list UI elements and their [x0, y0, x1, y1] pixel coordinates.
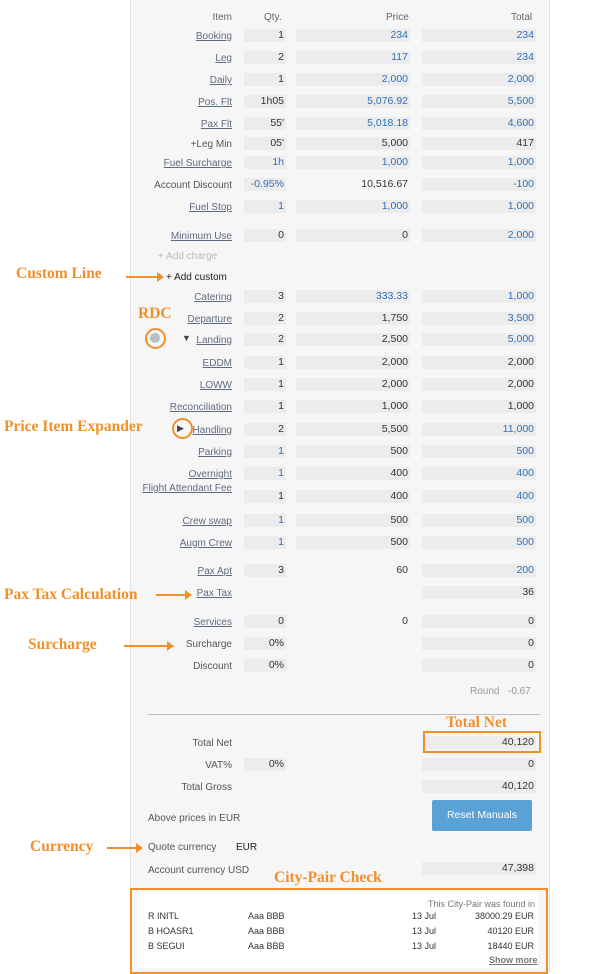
row-label[interactable]: Minimum Use	[170, 231, 232, 242]
row-label[interactable]: Parking	[198, 447, 232, 458]
round-value: -0.67	[508, 686, 531, 697]
reset-manuals-button[interactable]: Reset Manuals	[432, 800, 532, 831]
row-qty[interactable]: 1	[244, 514, 286, 527]
row-qty[interactable]: 1	[244, 536, 286, 549]
row-qty[interactable]: 1h05	[244, 95, 286, 108]
row-price[interactable]: 5,000	[296, 137, 410, 150]
annotation-pax-tax: Pax Tax Calculation	[4, 586, 138, 603]
annotation-city-pair: City-Pair Check	[274, 869, 382, 886]
row-label[interactable]: EDDM	[202, 358, 232, 369]
row-label: Discount	[193, 661, 232, 672]
box-total-net	[423, 731, 541, 753]
row-label[interactable]: Reconciliation	[169, 402, 232, 413]
row-price[interactable]: 1,750	[296, 312, 410, 325]
row-price[interactable]: 400	[296, 467, 410, 480]
annotation-rdc: RDC	[138, 305, 172, 322]
row-total[interactable]: 3,500	[422, 312, 536, 325]
row-price[interactable]: 500	[296, 445, 410, 458]
row-price[interactable]: 0	[402, 615, 408, 627]
row-total[interactable]: 500	[422, 536, 536, 549]
row-total[interactable]: 2,000	[422, 73, 536, 86]
row-qty[interactable]: -0.95%	[244, 178, 286, 191]
annotation-total-net: Total Net	[446, 714, 507, 731]
add-charge-input[interactable]: + Add charge	[158, 251, 218, 262]
annotation-custom-line: Custom Line	[16, 265, 102, 282]
row-label: +Leg Min	[190, 139, 232, 150]
row-total[interactable]: 1,000	[422, 290, 536, 303]
row-price[interactable]: 60	[396, 564, 408, 576]
row-qty[interactable]: 1	[244, 73, 286, 86]
row-total[interactable]: 234	[422, 29, 536, 42]
ring-expander	[172, 418, 193, 439]
row-price[interactable]: 234	[296, 29, 410, 42]
row-label[interactable]: Pax Tax	[196, 588, 232, 599]
row-price[interactable]: 333.33	[296, 290, 410, 303]
row-qty[interactable]: 0%	[244, 637, 286, 650]
row-total[interactable]: 1,000	[422, 200, 536, 213]
row-total[interactable]: 5,500	[422, 95, 536, 108]
row-total[interactable]: 36	[422, 586, 536, 599]
row-qty[interactable]: 3	[244, 290, 286, 303]
header-item: Item	[212, 12, 232, 23]
above-prices-label: Above prices in EUR	[148, 813, 241, 824]
row-total[interactable]: 2,000	[422, 378, 536, 391]
row-label[interactable]: Catering	[194, 292, 232, 303]
row-qty[interactable]: 1	[244, 378, 286, 391]
city-pair-code: Aaa BBB	[248, 926, 285, 936]
row-total[interactable]: 400	[422, 467, 536, 480]
city-pair-name: B HOASR1	[148, 926, 194, 936]
row-label[interactable]: Booking	[195, 31, 232, 42]
row-label[interactable]: Pax Flt	[200, 119, 232, 130]
row-qty[interactable]: 1	[244, 490, 286, 503]
row-price[interactable]: 117	[296, 51, 410, 64]
city-pair-date: 13 Jul	[412, 941, 437, 951]
header-price: Price	[386, 12, 409, 23]
annotation-price-item-expander: Price Item Expander	[4, 418, 143, 435]
header-qty: Qty.	[264, 12, 282, 23]
row-price[interactable]: 5,018.18	[296, 117, 410, 130]
city-pair-name: R INITL	[148, 911, 180, 921]
row-label[interactable]: Flight Attendant Fee	[142, 483, 232, 494]
row-qty[interactable]: 1	[244, 467, 286, 480]
row-label[interactable]: Pos. Flt	[198, 97, 232, 108]
vat-qty[interactable]: 0%	[244, 758, 286, 771]
total-net-label: Total Net	[192, 738, 232, 749]
total-gross-value: 40,120	[422, 780, 536, 793]
row-qty[interactable]: 1h	[244, 156, 286, 169]
city-pair-amount: 38000.29 EUR	[474, 911, 534, 921]
arrow-currency	[107, 847, 137, 849]
quote-currency-label: Quote currency	[148, 842, 217, 853]
row-total[interactable]: 417	[422, 137, 536, 150]
row-label[interactable]: LOWW	[199, 380, 232, 391]
row-label[interactable]: Handling	[192, 425, 232, 436]
box-city-pair	[130, 888, 548, 974]
row-label[interactable]: Pax Apt	[197, 566, 232, 577]
city-pair-code: Aaa BBB	[248, 911, 285, 921]
row-price[interactable]: 1,000	[296, 400, 410, 413]
row-total[interactable]: 4,600	[422, 117, 536, 130]
expand-triangle-icon[interactable]: ▶	[177, 423, 184, 433]
row-total[interactable]: 0	[422, 615, 536, 628]
city-pair-header: This City-Pair was found in	[428, 899, 536, 909]
row-total[interactable]: 500	[422, 514, 536, 527]
row-price[interactable]: 0	[296, 229, 410, 242]
arrow-surcharge	[124, 645, 168, 647]
city-pair-date: 13 Jul	[412, 926, 437, 936]
row-qty[interactable]: 2	[244, 312, 286, 325]
row-label[interactable]: Fuel Surcharge	[163, 158, 232, 169]
row-price[interactable]: 2,000	[296, 378, 410, 391]
row-total[interactable]: 400	[422, 490, 536, 503]
quote-currency-value[interactable]: EUR	[236, 842, 258, 853]
annotation-surcharge: Surcharge	[28, 636, 97, 653]
row-price[interactable]: 1,000	[296, 200, 410, 213]
row-total[interactable]: 5,000	[422, 333, 536, 346]
row-price[interactable]: 400	[296, 490, 410, 503]
row-total[interactable]: 0	[422, 637, 536, 650]
show-more-link[interactable]: Show more	[489, 955, 538, 965]
total-gross-label: Total Gross	[181, 782, 232, 793]
ring-rdc	[145, 328, 166, 349]
city-pair-code: Aaa BBB	[248, 941, 285, 951]
city-pair-amount: 18440 EUR	[487, 941, 534, 951]
row-qty[interactable]: 0	[244, 229, 286, 242]
row-qty[interactable]: 3	[244, 564, 286, 577]
row-qty[interactable]: 1	[244, 29, 286, 42]
row-label: Surcharge	[185, 639, 232, 650]
row-label: Account Discount	[154, 180, 232, 191]
row-label[interactable]: Crew swap	[182, 516, 232, 527]
row-qty[interactable]: 0	[244, 615, 286, 628]
row-price[interactable]: 1,000	[296, 156, 410, 169]
row-total[interactable]: 2,000	[422, 229, 536, 242]
city-pair-name: B SEGUI	[148, 941, 185, 951]
row-price[interactable]: 5,076.92	[296, 95, 410, 108]
row-price[interactable]: 2,000	[296, 356, 410, 369]
row-qty[interactable]: 2	[244, 51, 286, 64]
row-label[interactable]: Augm Crew	[179, 538, 232, 549]
vat-label: VAT%	[205, 760, 232, 771]
row-total[interactable]: 11,000	[422, 423, 536, 436]
row-price[interactable]: 2,000	[296, 73, 410, 86]
row-total[interactable]: 200	[422, 564, 536, 577]
row-price[interactable]: 10,516.67	[361, 178, 408, 190]
row-total[interactable]: 1,000	[422, 156, 536, 169]
row-label[interactable]: Departure	[187, 314, 232, 325]
round-label: Round	[470, 686, 500, 697]
arrow-pax-tax	[156, 594, 186, 596]
row-label[interactable]: Services	[193, 617, 232, 628]
row-qty[interactable]: 1	[244, 356, 286, 369]
row-label[interactable]: Leg	[215, 53, 232, 64]
city-pair-amount: 40120 EUR	[487, 926, 534, 936]
row-price[interactable]: 500	[296, 536, 410, 549]
header-total: Total	[511, 12, 533, 23]
row-qty[interactable]: 0%	[244, 659, 286, 672]
row-qty[interactable]: 05'	[244, 137, 286, 150]
row-total[interactable]: 234	[422, 51, 536, 64]
row-total[interactable]: 2,000	[422, 356, 536, 369]
row-total[interactable]: 0	[422, 659, 536, 672]
row-qty[interactable]: 2	[244, 333, 286, 346]
row-price[interactable]: 5,500	[296, 423, 410, 436]
row-qty[interactable]: 1	[244, 400, 286, 413]
row-price[interactable]: 500	[296, 514, 410, 527]
row-total[interactable]: 1,000	[422, 400, 536, 413]
row-label[interactable]: Daily	[209, 75, 232, 86]
city-pair-date: 13 Jul	[412, 911, 437, 921]
row-label[interactable]: Overnight	[188, 469, 232, 480]
vat-value: 0	[422, 758, 536, 771]
row-qty[interactable]: 55'	[244, 117, 286, 130]
row-total[interactable]: -100	[422, 178, 536, 191]
row-label[interactable]: Fuel Stop	[189, 202, 232, 213]
arrow-custom-line	[126, 276, 158, 278]
row-total[interactable]: 500	[422, 445, 536, 458]
annotation-currency: Currency	[30, 838, 94, 855]
add-custom-button[interactable]: + Add custom	[166, 272, 227, 283]
collapse-triangle-icon[interactable]: ▼	[182, 333, 191, 343]
row-price[interactable]: 2,500	[296, 333, 410, 346]
row-label[interactable]: Landing	[196, 335, 232, 346]
account-currency-label: Account currency USD	[148, 865, 250, 876]
row-qty[interactable]: 1	[244, 200, 286, 213]
row-qty[interactable]: 2	[244, 423, 286, 436]
total-net-value: 40,120	[422, 736, 536, 749]
row-qty[interactable]: 1	[244, 445, 286, 458]
account-currency-value: 47,398	[422, 862, 536, 875]
